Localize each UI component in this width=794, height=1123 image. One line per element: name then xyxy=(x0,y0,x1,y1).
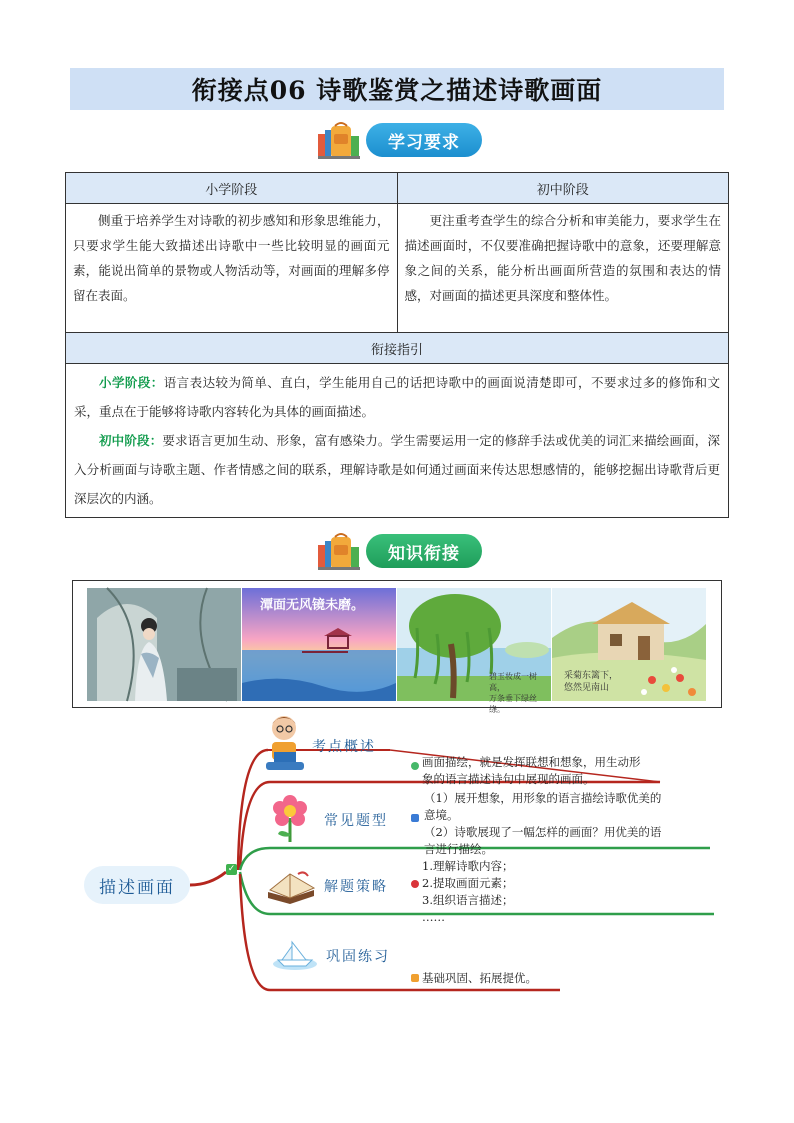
caption-lake: 潭面无风镜未磨。 xyxy=(260,598,365,613)
caption-willow-line2: 万条垂下绿丝绦。 xyxy=(489,694,537,714)
bullet-icon xyxy=(411,974,419,982)
note-line: …… xyxy=(422,910,445,924)
guide-middle-label: 初中阶段： xyxy=(99,433,163,448)
branch-label-question-types: 常见题型 xyxy=(324,813,388,829)
note-line: 意境。 xyxy=(424,808,459,822)
caption-cottage xyxy=(564,670,618,694)
branch-note-strategy xyxy=(422,858,513,926)
illustration-strip xyxy=(72,580,722,714)
guide-middle-text: 要求语言更加生动、形象，富有感染力。学生需要运用一定的修辞手法或优美的词汇来描绘画面，深入分析画面与诗歌主题、作者情感之间的联系，理解诗歌是如何通过画面来传达思想感情的，能够挖掘出诗歌背后更深层次的内涵。 xyxy=(74,433,720,506)
page-title: 衔接点06 诗歌鉴赏之描述诗歌画面 xyxy=(191,76,603,105)
requirements-table xyxy=(65,172,729,518)
branch-label-strategy: 解题策略 xyxy=(324,879,388,895)
boy-reading-icon xyxy=(262,712,308,774)
target-icon xyxy=(411,880,419,888)
note-line: 基础巩固、拓展提优。 xyxy=(422,971,537,985)
mindmap xyxy=(0,710,794,1010)
book-icon xyxy=(264,868,318,908)
mindmap-connectors xyxy=(0,710,794,1010)
illustration-willow xyxy=(397,588,551,714)
caption-cottage-line1: 采菊东篱下， xyxy=(564,671,619,681)
caption-willow-line1: 碧玉妆成一树高， xyxy=(489,672,537,692)
section-requirements xyxy=(316,119,482,161)
mindmap-root: 描述画面 xyxy=(84,866,190,904)
note-line: 象的语言描述诗句中展现的画面。 xyxy=(422,772,595,786)
col-primary-header: 小学阶段 xyxy=(66,173,398,204)
note-line: 言进行描绘。 xyxy=(424,842,493,856)
illustration-lake-pavilion xyxy=(242,588,396,701)
col-middle-body: 更注重考查学生的综合分析和审美能力，要求学生在描述画面时，不仅要准确把握诗歌中的意象，还要理解意象之间的关系，能分析出画面所营造的氛围和表达的情感，对画面的描述更具深度和整体性。 xyxy=(397,204,729,333)
guide-primary-text: 语言表达较为简单、直白，学生能用自己的话把诗歌中的画面说清楚即可，不要求过多的修饰和文采，重点在于能够将诗歌内容转化为具体的画面描述。 xyxy=(74,375,720,419)
flower-icon xyxy=(272,794,308,844)
section-knowledge-label: 知识衔接 xyxy=(366,534,482,568)
illustration-cottage xyxy=(552,588,706,701)
page-title-bar xyxy=(70,68,724,110)
note-line: 2.提取画面元素； xyxy=(422,876,514,890)
person-icon xyxy=(411,814,419,822)
note-line: （1）展开想象，用形象的语言描绘诗歌优美的 xyxy=(424,791,662,805)
section-knowledge xyxy=(316,530,482,572)
branch-label-practice: 巩固练习 xyxy=(326,949,390,965)
note-line: （2）诗歌展现了一幅怎样的画面？用优美的语 xyxy=(424,825,662,839)
caption-cottage-line2: 悠然见南山 xyxy=(564,683,610,693)
bullet-icon xyxy=(411,762,419,770)
col-middle-header: 初中阶段 xyxy=(397,173,729,204)
check-icon: ✓ xyxy=(227,864,236,874)
section-requirements-label: 学习要求 xyxy=(366,123,482,157)
guide-middle xyxy=(74,426,720,513)
guide-primary-label: 小学阶段： xyxy=(99,375,164,390)
col-primary-body: 侧重于培养学生对诗歌的初步感知和形象思维能力，只要求学生能大致描述出诗歌中一些比较明显的画面元素，能说出简单的景物或人物活动等，对画面的理解多停留在表面。 xyxy=(66,204,398,333)
guide-body xyxy=(66,364,729,518)
caption-willow xyxy=(489,671,551,715)
branch-label-overview: 考点概述 xyxy=(312,739,376,755)
note-line: 3.组织语言描述； xyxy=(422,893,514,907)
guide-primary xyxy=(74,368,720,426)
note-line: 1.理解诗歌内容； xyxy=(422,859,514,873)
branch-note-practice xyxy=(422,970,537,987)
books-backpack-icon xyxy=(316,531,362,571)
books-backpack-icon xyxy=(316,120,362,160)
note-line: 画面描绘，就是发挥联想和想象，用生动形 xyxy=(422,755,641,769)
illustration-lady-window xyxy=(87,588,241,701)
branch-note-overview xyxy=(422,754,641,788)
branch-note-question-types xyxy=(424,790,661,858)
guide-header: 衔接指引 xyxy=(66,333,729,364)
paper-boat-icon xyxy=(272,936,318,972)
